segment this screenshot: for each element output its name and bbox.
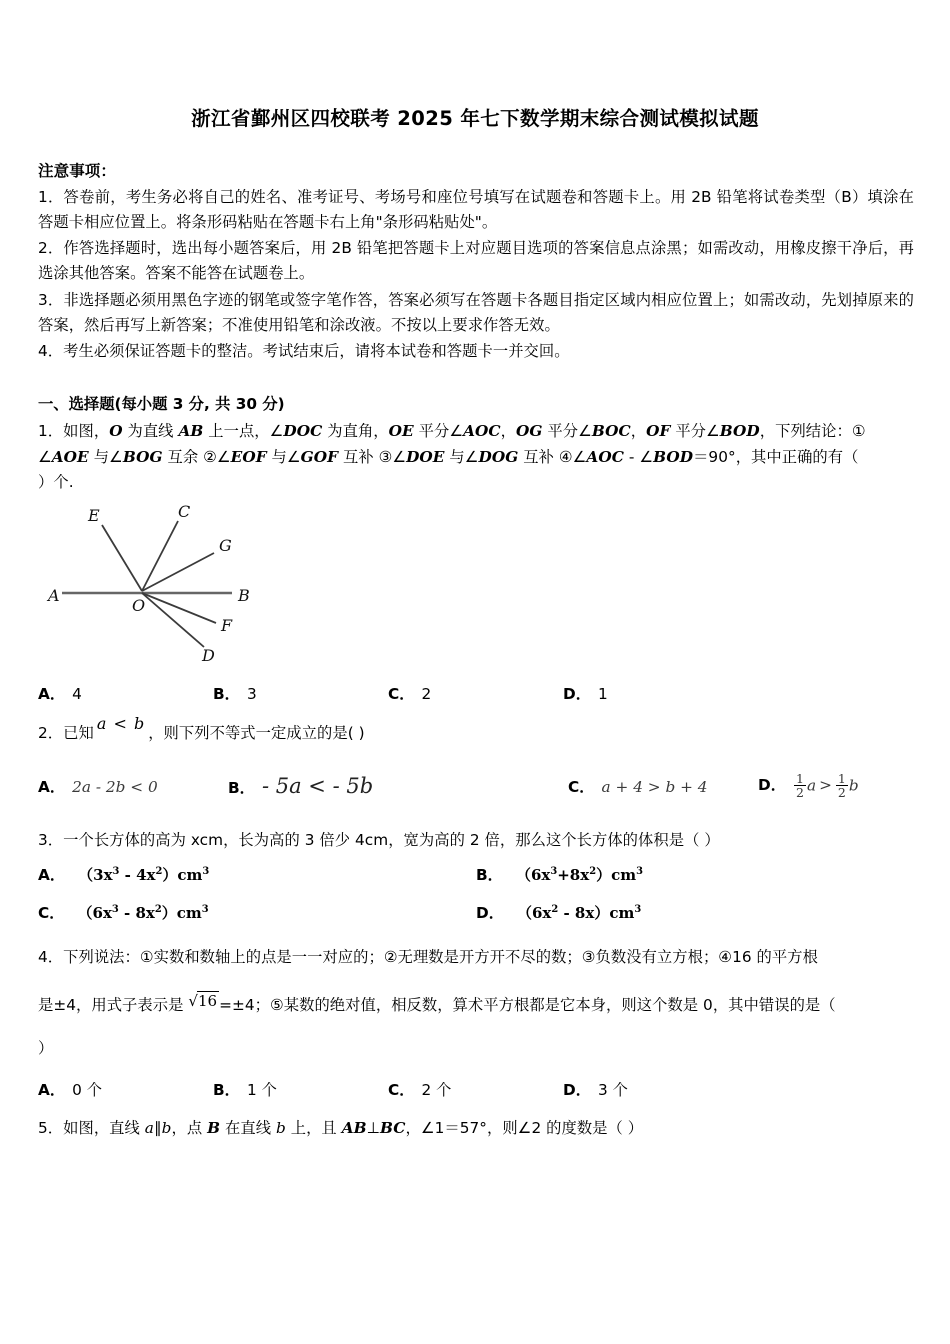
q3-option-A-label: A．: [38, 866, 66, 885]
q4-radicand: 16: [197, 991, 218, 1010]
ray-OD: [142, 593, 204, 647]
q2-option-C[interactable]: [568, 775, 758, 797]
q1-ray-OG: OG: [516, 422, 543, 441]
document-body: [0, 160, 950, 1141]
q1-angle-AOC: AOC: [463, 422, 501, 441]
question-3-options-row-1: [38, 863, 914, 885]
q1-option-D-label: D．: [563, 685, 591, 704]
q4-option-A[interactable]: [38, 1078, 213, 1100]
q1-l2-h: - ∠: [623, 447, 654, 466]
q5-text-5: 上，且: [285, 1118, 342, 1137]
q1-text-1: 如图，: [63, 422, 110, 441]
q2-option-B-label: B．: [228, 779, 255, 798]
q2-number: 2．: [38, 724, 64, 743]
question-1-stem: [38, 419, 914, 444]
q5-text-4: 在直线: [220, 1118, 276, 1137]
q5-text-7: ，∠1＝57°，则∠2 的度数是（ ）: [405, 1118, 644, 1137]
q3-option-D-label: D．: [476, 904, 504, 923]
q1-l2-f: 与∠: [444, 447, 479, 466]
q2-relation: >: [819, 776, 832, 795]
q1-ray-OF: OF: [646, 422, 671, 441]
q4-option-D-text: 3 个: [598, 1080, 628, 1099]
q4-option-C-label: C．: [388, 1080, 415, 1099]
q3-option-C[interactable]: [38, 901, 476, 923]
q1-l2-e: 互补 ③∠: [338, 447, 407, 466]
question-4-options: [38, 1078, 914, 1100]
q2-option-B[interactable]: [228, 774, 568, 798]
q1-option-B-text: 3: [246, 685, 257, 704]
q4-option-C[interactable]: [388, 1078, 563, 1100]
figure-label-C: C: [178, 502, 191, 522]
q1-angle-BOC: BOC: [591, 422, 631, 441]
notice-item-1: 1．答卷前，考生务必将自己的姓名、准考证号、考场号和座位号填写在试题卷和答题卡上。用 2B 铅笔将试卷类型（B）填涂在答题卡相应位置上。将条形码粘贴在答题卡右上角"条形码粘贴处"。: [38, 187, 914, 231]
question-2-stem: [38, 714, 914, 747]
q5-point-B: B: [207, 1118, 221, 1137]
q2-option-D-expression: [793, 770, 859, 800]
q1-option-A-text: 4: [72, 685, 82, 704]
figure-label-O: O: [132, 596, 146, 616]
ray-OF: [142, 593, 216, 623]
q5-segment-BC: BC: [379, 1118, 406, 1137]
q4-text-2b: =±4；⑤某数的绝对值，相反数，算术平方根都是它本身，则这个数是 0，其中错误的是（: [219, 995, 836, 1014]
q1-text-4: 为直角，: [322, 422, 389, 441]
q2-option-D[interactable]: [758, 770, 859, 800]
section-heading-choice: 一、选择题(每小题 3 分, 共 30 分): [38, 395, 285, 414]
q3-text: 一个长方体的高为 xcm，长为高的 3 倍少 4cm，宽为高的 2 倍，那么这个长方体的体积是（ ）: [63, 831, 720, 850]
q4-text-1: 下列说法：①实数和数轴上的点是一一对应的；②无理数是开方开不尽的数；③负数没有立方根；④16 的平方根: [63, 948, 818, 967]
q5-text-1: 如图，直线: [63, 1118, 145, 1137]
q1-line-AB: AB: [178, 422, 204, 441]
notice-heading: 注意事项：: [38, 162, 117, 181]
q1-text-3: 上一点，∠: [203, 422, 284, 441]
q5-line-b2: b: [275, 1118, 286, 1137]
q3-option-D-text: $(6x^2 - 8x)cm^3$: [517, 904, 642, 923]
q2-var-left: a: [806, 776, 817, 795]
figure-label-E: E: [88, 506, 100, 526]
q5-text-6: ⊥: [366, 1118, 380, 1137]
q1-angle-EOF: EOF: [230, 447, 267, 466]
q1-option-C[interactable]: [388, 682, 563, 704]
question-1-figure: [44, 501, 914, 670]
question-1-stem-tail: ）个.: [38, 472, 74, 491]
q5-number: 5．: [38, 1118, 64, 1137]
q1-option-D-text: 1: [598, 685, 608, 704]
q1-text-8: ，: [630, 422, 647, 441]
q1-option-A-label: A．: [38, 685, 66, 704]
q1-option-D[interactable]: [563, 682, 738, 704]
q1-l2-i: ＝90°，其中正确的有（: [693, 447, 859, 466]
q1-option-C-text: 2: [421, 685, 432, 704]
question-4-stem-line3: ）: [38, 1039, 54, 1058]
q5-text-2: ∥: [153, 1118, 162, 1137]
question-2-options: [38, 770, 914, 800]
page-title: 浙江省鄞州区四校联考 2025 年七下数学期末综合测试模拟试题: [191, 107, 759, 130]
q2-condition: a < b: [96, 714, 146, 734]
q2-option-B-text: - 5a < - 5b: [261, 774, 374, 799]
ray-OG: [142, 553, 214, 591]
q1-angle-DOE: DOE: [406, 447, 445, 466]
q4-option-D[interactable]: [563, 1078, 738, 1100]
q2-fraction-left: $\frac{1}{2}$: [796, 770, 804, 800]
q1-option-B-label: B．: [213, 685, 240, 704]
question-3-stem: [38, 828, 914, 853]
question-1-statements: [38, 445, 914, 470]
q2-option-A-text: 2a - 2b < 0: [72, 778, 158, 797]
q1-number: 1．: [38, 422, 64, 441]
q5-text-3: ，点: [171, 1118, 208, 1137]
figure-label-A: A: [48, 586, 60, 606]
q1-text-10: ，下列结论：①: [759, 422, 866, 441]
question-5-stem: [38, 1116, 914, 1141]
q1-ray-OE: OE: [388, 422, 414, 441]
q2-option-C-label: C．: [568, 778, 595, 797]
q4-number: 4．: [38, 948, 64, 967]
figure-label-D: D: [202, 646, 215, 666]
question-3-options-row-2: [38, 901, 914, 923]
question-4-stem-line2: [38, 993, 914, 1018]
q3-option-A-text: $(3x^3 - 4x^2)cm^3$: [78, 866, 210, 885]
q1-option-B[interactable]: [213, 682, 388, 704]
question-1-options: [38, 682, 914, 704]
q3-option-B[interactable]: [476, 863, 914, 885]
notice-item-4: 4．考生必须保证答题卡的整洁。考试结束后，请将本试卷和答题卡一并交回。: [38, 342, 570, 361]
q3-option-C-text: $(6x^3 - 8x^2)cm^3$: [77, 904, 209, 923]
q1-option-C-label: C．: [388, 685, 415, 704]
q1-angle-AOE: AOE: [51, 447, 89, 466]
q1-text-2: 为直线: [122, 422, 179, 441]
q1-l2-g: 互补 ④∠: [518, 447, 587, 466]
q1-option-A[interactable]: [38, 682, 213, 704]
q1-text-7: 平分∠: [542, 422, 592, 441]
q4-radical: √16: [188, 991, 218, 1010]
q3-option-D[interactable]: [476, 901, 914, 923]
figure-label-B: B: [238, 586, 250, 606]
q1-angle-AOC-2: AOC: [586, 447, 624, 466]
q4-option-A-text: 0 个: [72, 1080, 103, 1099]
q1-text-9: 平分∠: [670, 422, 720, 441]
q1-angle-DOC: DOC: [283, 422, 323, 441]
figure-label-G: G: [219, 536, 232, 556]
q2-option-A[interactable]: [38, 775, 228, 797]
q4-option-B[interactable]: [213, 1078, 388, 1100]
ray-diagram-svg: [44, 501, 344, 666]
q1-angle-BOD: BOD: [719, 422, 760, 441]
q4-option-B-text: 1 个: [246, 1080, 277, 1099]
question-4-stem-line1: [38, 945, 914, 970]
q1-point-O: O: [109, 422, 123, 441]
q5-line-b: b: [161, 1118, 172, 1137]
q2-option-D-label: D．: [758, 776, 786, 795]
q2-text-2: ，则下列不等式一定成立的是( ): [148, 724, 365, 743]
q2-var-right: b: [848, 776, 859, 795]
q3-option-C-label: C．: [38, 904, 65, 923]
q4-text-2a: 是±4，用式子表示是: [38, 995, 189, 1014]
q3-option-B-text: $(6x^3+8x^2)cm^3$: [515, 866, 643, 885]
q2-option-C-text: a + 4 > b + 4: [601, 778, 708, 797]
q1-l2-c: 互余 ②∠: [162, 447, 231, 466]
q3-option-B-label: B．: [476, 866, 503, 885]
ray-OE: [102, 525, 142, 591]
q4-option-B-label: B．: [213, 1080, 240, 1099]
q2-fraction-right: $\frac{1}{2}$: [837, 770, 846, 800]
q1-l2-a: ∠: [38, 447, 52, 466]
q4-option-A-label: A．: [38, 1080, 66, 1099]
q1-text-5: 平分∠: [413, 422, 464, 441]
q3-number: 3．: [38, 831, 64, 850]
q1-angle-BOG: BOG: [122, 447, 163, 466]
q2-text-1: 已知: [63, 724, 94, 743]
q5-segment-AB: AB: [341, 1118, 367, 1137]
q1-l2-b: 与∠: [88, 447, 123, 466]
q5-line-a: a: [144, 1118, 154, 1137]
q1-l2-d: 与∠: [266, 447, 301, 466]
q1-text-6: ，: [500, 422, 517, 441]
q1-angle-GOF: GOF: [300, 447, 339, 466]
figure-label-F: F: [221, 616, 233, 636]
notice-item-2: 2．作答选择题时，选出每小题答案后，用 2B 铅笔把答题卡上对应题目选项的答案信息点涂黑；如需改动，用橡皮擦干净后，再选涂其他答案。答案不能答在试题卷上。: [38, 239, 914, 283]
q4-option-C-text: 2 个: [421, 1080, 452, 1099]
q4-option-D-label: D．: [563, 1080, 591, 1099]
q3-option-A[interactable]: [38, 863, 476, 885]
q1-angle-DOG: DOG: [478, 447, 519, 466]
q2-option-A-label: A．: [38, 778, 66, 797]
q1-angle-BOD-2: BOD: [653, 447, 694, 466]
notice-item-3: 3．非选择题必须用黑色字迹的钢笔或签字笔作答，答案必须写在答题卡各题目指定区域内相应位置上；如需改动，先划掉原来的答案，然后再写上新答案；不准使用铅笔和涂改液。不按以上要求作答无效。: [38, 290, 914, 334]
